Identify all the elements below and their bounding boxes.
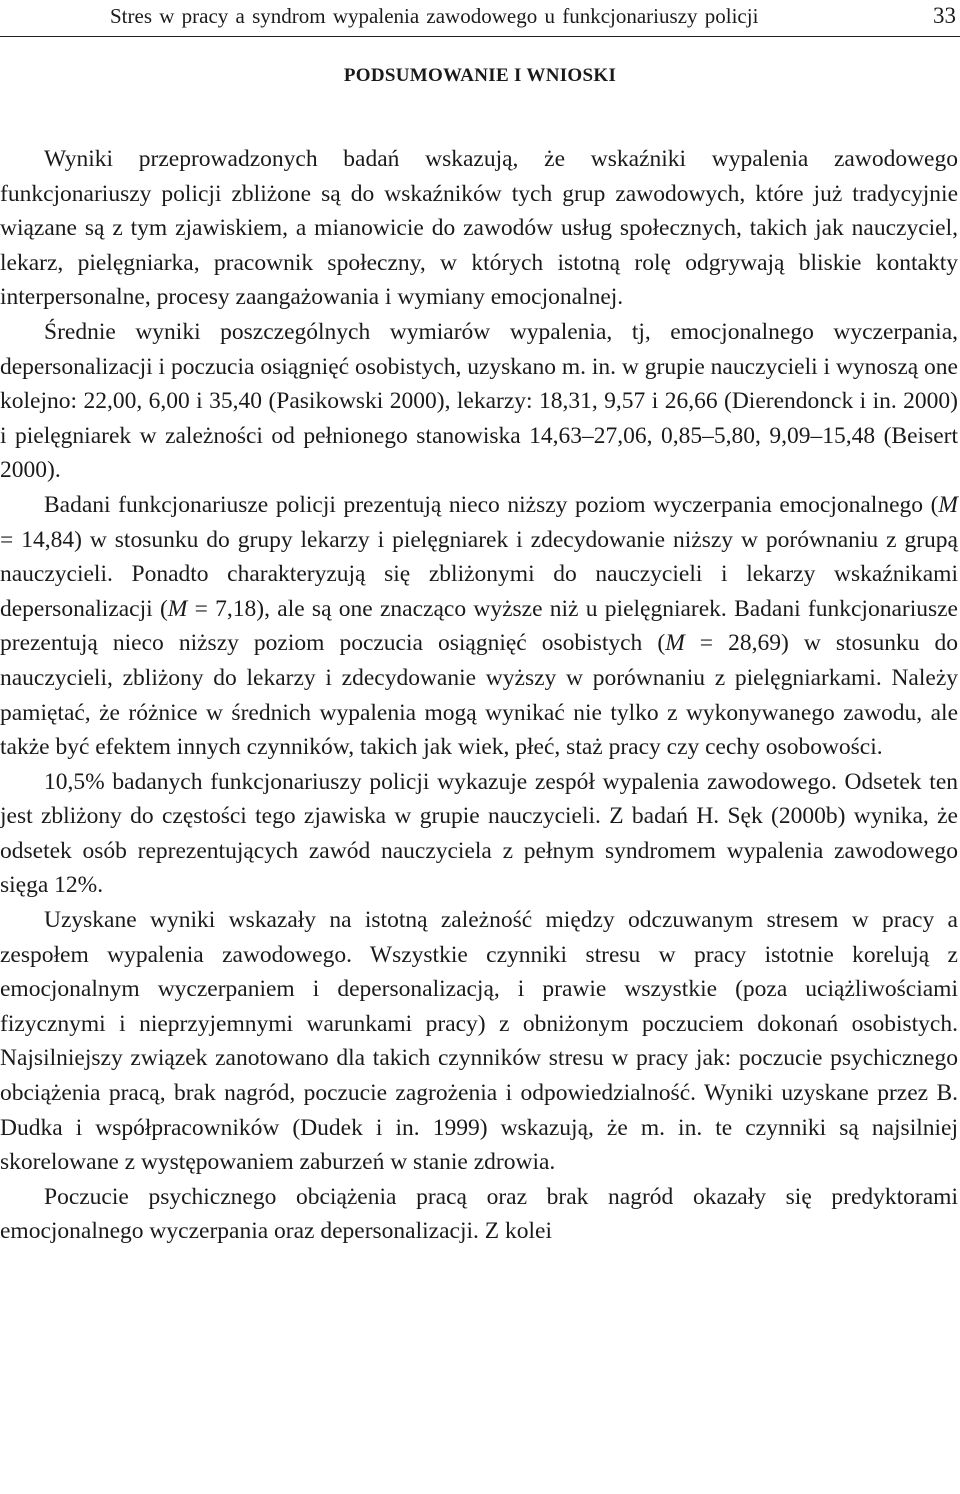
- paragraph-mean-scores: Średnie wyniki poszczególnych wymiarów wypalenia, tj, emocjonalnego wyczerpania, depersonalizacji i poczucia osiągnięć osobistych, uzyskano m. in. w grupie nauczycieli i wynoszą one kolejno: 22,00, 6,00 i 35,40 (Pasikowski 2000), lekarzy: 18,31, 9,57 i 26,66 (Dierendonck i in. 2000) i pielęgniarek w zależności od pełnionego stanowiska 14,63–27,06, 0,85–5,80, 9,09–15,48 (Beisert 2000).: [0, 318, 958, 484]
- paragraph-police-results: Badani funkcjonariusze policji prezentują nieco niższy poziom wyczerpania emocjonalnego (M = 14,84) w stosunku do grupy lekarzy i pielęgniarek i zdecydowanie niższy w porównaniu z grupą nauczycieli. Ponadto charakteryzują się zbliżonymi do nauczycieli i lekarzy wskaźnikami depersonalizacji (M = 7,18), ale są one znacząco wyższe niż u pielęgniarek. Badani funkcjonariusze prezentują nieco niższy poziom poczucia osiągnięć osobistych (M = 28,69) w stosunku do nauczycieli, zbliżony do lekarzy i zdecydowanie wyższy w porównaniu z pielęgniarkami. Należy pamiętać, że różnice w średnich wypalenia mogą wynikać nie tylko z wykonywanego zawodu, ale także być efektem innych czynników, takich jak wiek, płeć, staż pracy czy cechy osobowości.: [0, 491, 958, 761]
- mean-symbol: M: [665, 630, 685, 657]
- running-title: Stres w pracy a syndrom wypalenia zawodowego u funkcjonariuszy policji: [110, 4, 759, 28]
- paragraph-burnout-comparison: Wyniki przeprowadzonych badań wskazują, że wskaźniki wypalenia zawodowego funkcjonariuszy policji zbliżone są do wskaźników tych grup zawodowych, które już tradycyjnie wiązane są z tym zjawiskiem, a mianowicie do zawodów usług społecznych, takich jak nauczyciel, lekarz, pielęgniarka, pracownik społeczny, w których istotną rolę odgrywają bliskie kontakty interpersonalne, procesy zaangażowania i wymiany emocjonalnej.: [0, 146, 958, 311]
- paragraph-stress-correlation: Uzyskane wyniki wskazały na istotną zależność między odczuwanym stresem w pracy a zespołem wypalenia zawodowego. Wszystkie czynniki stresu w pracy istotnie korelują z emocjonalnym wyczerpaniem i depersonalizacją, i prawie wszystkie (poza uciążliwościami fizycznymi i nieprzyjemnymi warunkami pracy) z obniżonym poczuciem dokonań osobistych. Najsilniejszy związek zanotowano dla takich czynników stresu w pracy jak: poczucie psychicznego obciążenia pracą, brak nagród, poczucie zagrożenia i odpowiedzialność. Wyniki uzyskane przez B. Dudka i współpracowników (Dudek i in. 1999) wskazują, że m. in. te czynniki są najsilniej skorelowane z występowaniem zaburzeń w stanie zdrowia.: [0, 907, 958, 1176]
- paragraph-predictors: Poczucie psychicznego obciążenia pracą oraz brak nagród okazały się predyktorami emocjonalnego wyczerpania oraz depersonalizacji. Z kolei: [0, 1183, 958, 1245]
- body-text: [0, 142, 958, 1249]
- mean-symbol: M: [167, 595, 188, 622]
- section-heading: PODSUMOWANIE I WNIOSKI: [343, 65, 617, 86]
- page-number: 33: [933, 3, 956, 28]
- paragraph-burnout-prevalence: 10,5% badanych funkcjonariuszy policji wykazuje zespół wypalenia zawodowego. Odsetek ten jest zbliżony do częstości tego zjawiska w grupie nauczycieli. Z badań H. Sęk (2000b) wynika, że odsetek osób reprezentujących zawód nauczyciela z pełnym syndromem wypalenia zawodowego sięga 12%.: [0, 768, 958, 899]
- mean-symbol: M: [938, 491, 958, 518]
- running-header: [0, 0, 960, 37]
